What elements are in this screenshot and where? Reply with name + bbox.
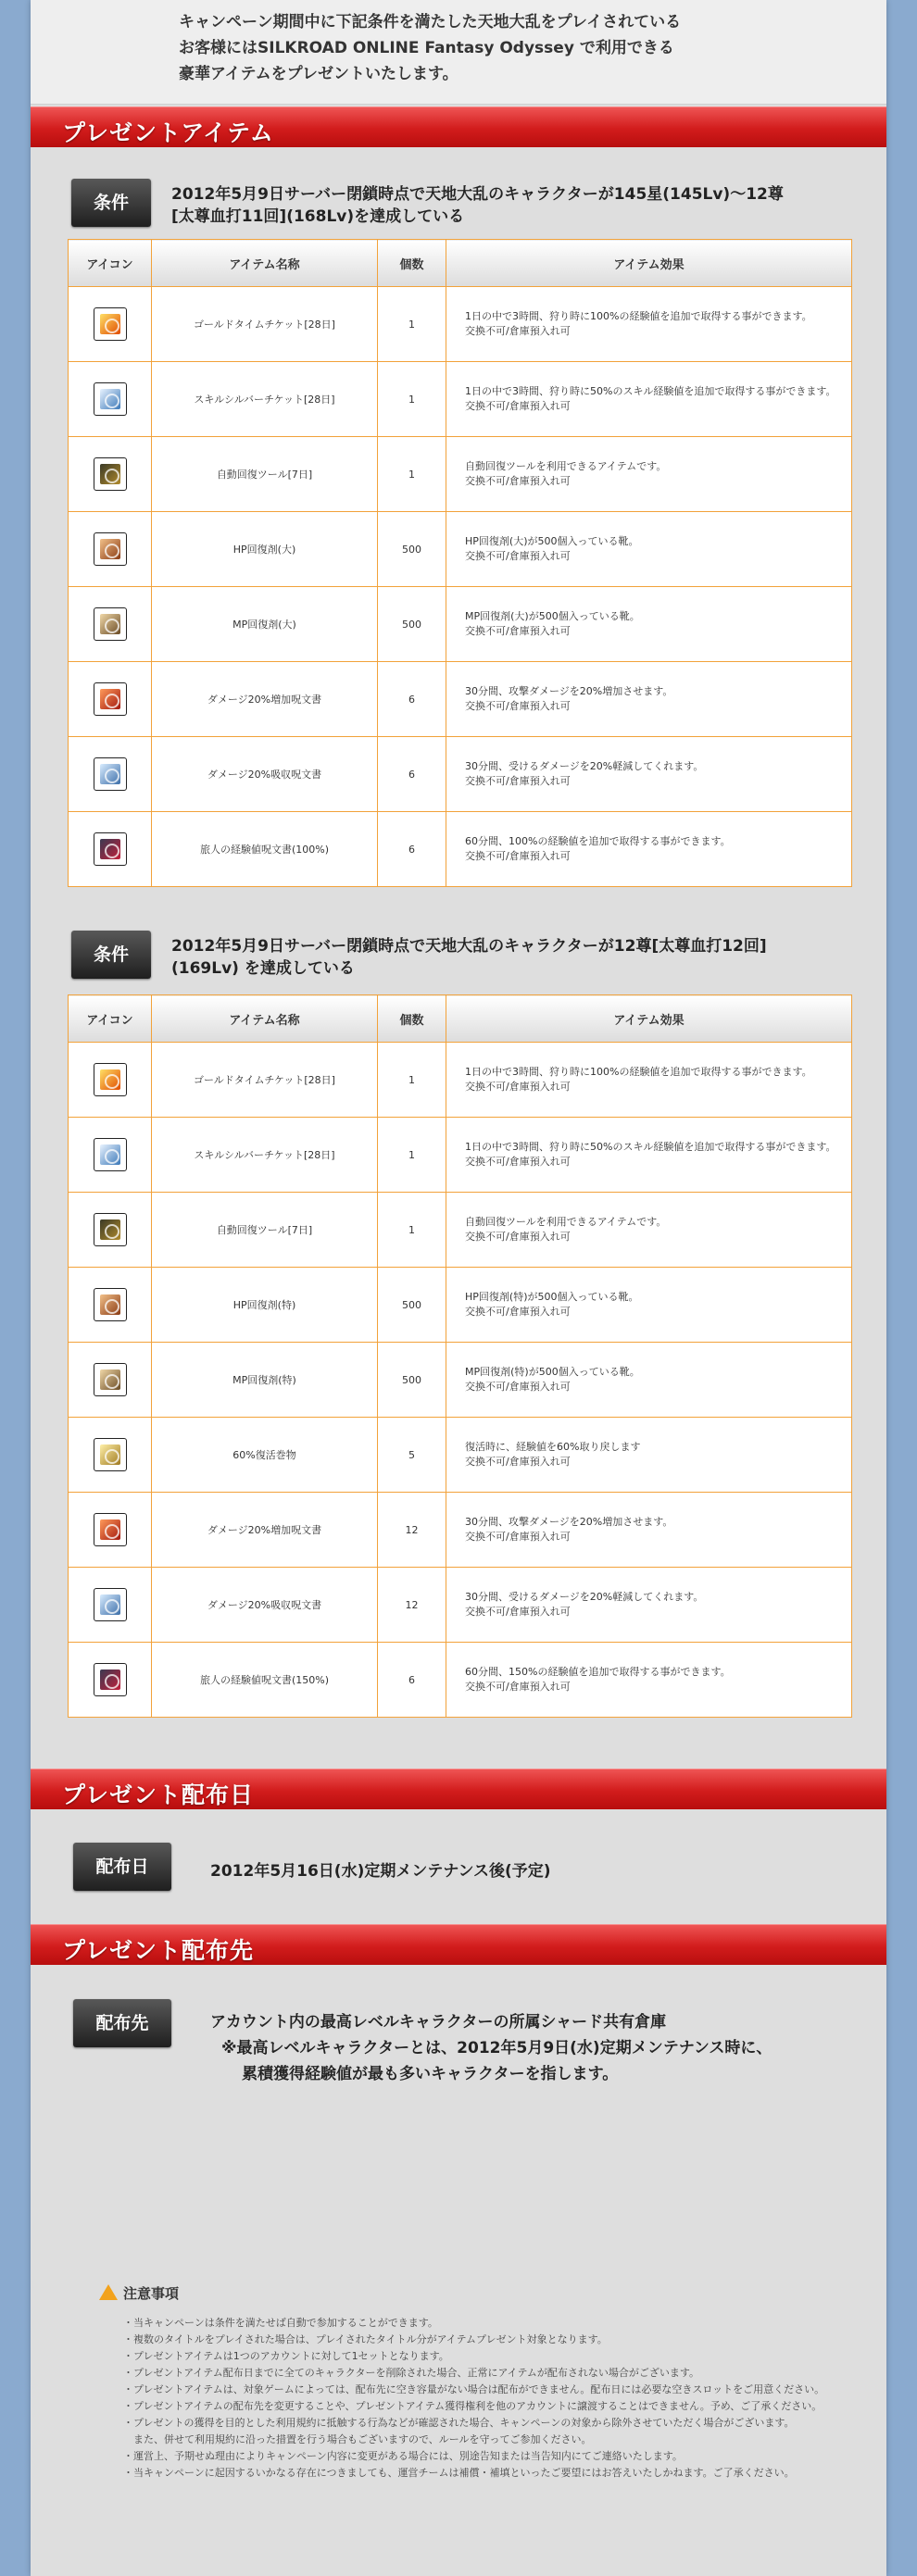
item-quantity: 500 bbox=[378, 1343, 446, 1418]
column-header-effect: アイテム効果 bbox=[446, 995, 852, 1043]
warning-icon bbox=[99, 2284, 118, 2300]
item-effect bbox=[446, 287, 852, 362]
item-effect-line: 交換不可/倉庫預入れ可 bbox=[465, 1081, 571, 1093]
section-title: プレゼント配布日 bbox=[62, 1782, 255, 1808]
item-name: 自動回復ツール[7日] bbox=[152, 437, 378, 512]
item-effect bbox=[446, 1418, 852, 1493]
column-header-quantity: 個数 bbox=[378, 240, 446, 287]
note-item: ・プレゼントアイテムの配布先を変更することや、プレゼントアイテム獲得権利を他のアカウントに譲渡することはできません。予め、ご了承ください。 bbox=[123, 2400, 823, 2412]
table-row bbox=[69, 362, 852, 437]
table-header-row bbox=[69, 240, 852, 287]
item-name: 60%復活巻物 bbox=[152, 1418, 378, 1493]
table-row bbox=[69, 1118, 852, 1193]
mp-potion-icon bbox=[94, 607, 127, 641]
item-icon-cell bbox=[69, 1493, 152, 1568]
item-effect bbox=[446, 512, 852, 587]
section-title: プレゼント配布先 bbox=[62, 1937, 255, 1964]
item-effect bbox=[446, 1268, 852, 1343]
item-effect-line: 自動回復ツールを利用できるアイテムです。 bbox=[465, 1216, 667, 1228]
item-effect bbox=[446, 437, 852, 512]
item-quantity: 500 bbox=[378, 1268, 446, 1343]
item-effect-line: 交換不可/倉庫預入れ可 bbox=[465, 700, 571, 712]
section-header-distribution-destination bbox=[31, 1924, 886, 1965]
item-name: 旅人の経験値呪文書(150%) bbox=[152, 1643, 378, 1718]
hp-potion-icon bbox=[94, 532, 127, 566]
item-effect-line: 交換不可/倉庫預入れ可 bbox=[465, 1681, 571, 1693]
item-effect-line: 30分間、受けるダメージを20%軽減してくれます。 bbox=[465, 1591, 704, 1603]
destination-note: ※最高レベルキャラクターとは、2012年5月9日(水)定期メンテナンス時に、 bbox=[221, 2039, 773, 2057]
item-icon-cell bbox=[69, 287, 152, 362]
note-item: ・複数のタイトルをプレイされた場合は、プレイされたタイトル分がアイテムプレゼント対象となります。 bbox=[123, 2333, 608, 2345]
item-effect-line: 交換不可/倉庫預入れ可 bbox=[465, 1156, 571, 1168]
item-effect-line: 交換不可/倉庫預入れ可 bbox=[465, 850, 571, 862]
item-quantity: 1 bbox=[378, 1043, 446, 1118]
note-item: ・運営上、予期せぬ理由によりキャンペーン内容に変更がある場合には、別途告知または当告知内にてご連絡いたします。 bbox=[123, 2450, 683, 2462]
item-quantity: 12 bbox=[378, 1493, 446, 1568]
item-icon-cell bbox=[69, 1343, 152, 1418]
intro-line: 豪華アイテムをプレゼントいたします。 bbox=[179, 65, 458, 83]
item-quantity: 6 bbox=[378, 662, 446, 737]
auto-recovery-tool-icon bbox=[94, 1213, 127, 1246]
item-icon-cell bbox=[69, 737, 152, 812]
column-header-icon: アイコン bbox=[69, 995, 152, 1043]
auto-recovery-tool-icon bbox=[94, 457, 127, 491]
table-row bbox=[69, 1343, 852, 1418]
note-item: ・プレゼントアイテム配布日までに全てのキャラクターを削除された場合、正常にアイテムが配布されない場合がございます。 bbox=[123, 2367, 700, 2379]
destination-note: 累積獲得経験値が最も多いキャラクターを指します。 bbox=[242, 2065, 619, 2083]
table-row bbox=[69, 1268, 852, 1343]
condition-badge: 条件 bbox=[71, 179, 151, 227]
condition-text bbox=[171, 183, 838, 228]
intro-text bbox=[179, 9, 681, 87]
notes-title: 注意事項 bbox=[99, 2283, 179, 2303]
item-effect-line: 復活時に、経験値を60%取り戻します bbox=[465, 1441, 641, 1453]
skill-silver-ticket-icon bbox=[94, 382, 127, 416]
item-name: MP回復剤(特) bbox=[152, 1343, 378, 1418]
item-effect-line: HP回復剤(大)が500個入っている靴。 bbox=[465, 535, 639, 547]
table-row bbox=[69, 587, 852, 662]
item-icon-cell bbox=[69, 1268, 152, 1343]
item-effect-line: 交換不可/倉庫預入れ可 bbox=[465, 1531, 571, 1543]
item-effect bbox=[446, 812, 852, 887]
item-effect bbox=[446, 1343, 852, 1418]
item-effect-line: 自動回復ツールを利用できるアイテムです。 bbox=[465, 460, 667, 472]
condition-line: 2012年5月9日サーバー閉鎖時点で天地大乱のキャラクターが12尊[太尊血打12回] bbox=[171, 937, 767, 956]
mp-potion-icon bbox=[94, 1363, 127, 1396]
damage-absorb-scroll-icon bbox=[94, 757, 127, 791]
damage-increase-scroll-icon bbox=[94, 1513, 127, 1546]
section-title: プレゼントアイテム bbox=[62, 119, 274, 146]
item-effect-line: HP回復剤(特)が500個入っている靴。 bbox=[465, 1291, 639, 1303]
item-effect bbox=[446, 1043, 852, 1118]
item-effect-line: 交換不可/倉庫預入れ可 bbox=[465, 475, 571, 487]
item-name: HP回復剤(大) bbox=[152, 512, 378, 587]
item-quantity: 500 bbox=[378, 512, 446, 587]
item-effect-line: 交換不可/倉庫預入れ可 bbox=[465, 1306, 571, 1318]
item-name: 旅人の経験値呪文書(100%) bbox=[152, 812, 378, 887]
item-icon-cell bbox=[69, 662, 152, 737]
item-icon-cell bbox=[69, 512, 152, 587]
item-name: HP回復剤(特) bbox=[152, 1268, 378, 1343]
item-name: ゴールドタイムチケット[28日] bbox=[152, 287, 378, 362]
notes-list bbox=[123, 2315, 864, 2482]
distribution-date-badge: 配布日 bbox=[73, 1843, 171, 1891]
exp-scroll-icon bbox=[94, 832, 127, 866]
item-effect-line: 1日の中で3時間、狩り時に100%の経験値を追加で取得する事ができます。 bbox=[465, 310, 812, 322]
note-item: ・プレゼントの獲得を目的とした利用規約に抵触する行為などが確認された場合、キャンペーンの対象から除外させていただく場合がございます。 bbox=[123, 2417, 795, 2429]
item-name: 自動回復ツール[7日] bbox=[152, 1193, 378, 1268]
column-header-quantity: 個数 bbox=[378, 995, 446, 1043]
destination-line: アカウント内の最高レベルキャラクターの所属シャード共有倉庫 bbox=[210, 2013, 667, 2032]
item-quantity: 1 bbox=[378, 362, 446, 437]
section-header-present-items bbox=[31, 106, 886, 147]
table-row bbox=[69, 1493, 852, 1568]
item-effect bbox=[446, 737, 852, 812]
item-quantity: 6 bbox=[378, 737, 446, 812]
item-effect-line: MP回復剤(特)が500個入っている靴。 bbox=[465, 1366, 640, 1378]
item-table bbox=[68, 994, 852, 1718]
item-icon-cell bbox=[69, 1643, 152, 1718]
column-header-name: アイテム名称 bbox=[152, 995, 378, 1043]
item-icon-cell bbox=[69, 1118, 152, 1193]
hp-potion-icon bbox=[94, 1288, 127, 1321]
item-quantity: 6 bbox=[378, 812, 446, 887]
item-effect-line: 交換不可/倉庫預入れ可 bbox=[465, 625, 571, 637]
revival-scroll-icon bbox=[94, 1438, 127, 1471]
item-icon-cell bbox=[69, 587, 152, 662]
item-effect-line: 交換不可/倉庫預入れ可 bbox=[465, 1456, 571, 1468]
condition-line: (169Lv) を達成している bbox=[171, 959, 355, 978]
table-row bbox=[69, 1418, 852, 1493]
distribution-date-text: 2012年5月16日(水)定期メンテナンス後(予定) bbox=[210, 1862, 551, 1881]
table-row bbox=[69, 812, 852, 887]
item-effect-line: 30分間、攻撃ダメージを20%増加させます。 bbox=[465, 685, 673, 697]
item-effect bbox=[446, 1643, 852, 1718]
column-header-effect: アイテム効果 bbox=[446, 240, 852, 287]
item-name: ダメージ20%吸収呪文書 bbox=[152, 1568, 378, 1643]
exp-scroll-icon bbox=[94, 1663, 127, 1696]
section-header-distribution-date bbox=[31, 1769, 886, 1809]
destination-badge: 配布先 bbox=[73, 1999, 171, 2047]
item-quantity: 12 bbox=[378, 1568, 446, 1643]
item-effect bbox=[446, 1193, 852, 1268]
item-name: スキルシルバーチケット[28日] bbox=[152, 362, 378, 437]
table-row bbox=[69, 287, 852, 362]
column-header-name: アイテム名称 bbox=[152, 240, 378, 287]
table-row bbox=[69, 1043, 852, 1118]
item-effect-line: 交換不可/倉庫預入れ可 bbox=[465, 550, 571, 562]
note-item: ・プレゼントアイテムは1つのアカウントに対して1セットとなります。 bbox=[123, 2350, 449, 2362]
item-quantity: 1 bbox=[378, 1118, 446, 1193]
item-effect bbox=[446, 362, 852, 437]
column-header-icon: アイコン bbox=[69, 240, 152, 287]
item-effect-line: 交換不可/倉庫預入れ可 bbox=[465, 1606, 571, 1618]
table-row bbox=[69, 737, 852, 812]
table-row bbox=[69, 437, 852, 512]
table-row bbox=[69, 1568, 852, 1643]
condition-badge: 条件 bbox=[71, 931, 151, 979]
note-item: ・当キャンペーンに起因するいかなる存在につきましても、運営チームは補償・補填といったご要望にはお答えいたしかねます。ご了承ください。 bbox=[123, 2467, 795, 2479]
item-effect-line: 交換不可/倉庫預入れ可 bbox=[465, 1381, 571, 1393]
item-table bbox=[68, 239, 852, 887]
note-item: ・当キャンペーンは条件を満たせば自動で参加することができます。 bbox=[123, 2317, 438, 2329]
item-name: ダメージ20%増加呪文書 bbox=[152, 662, 378, 737]
item-effect bbox=[446, 1493, 852, 1568]
item-icon-cell bbox=[69, 812, 152, 887]
item-effect bbox=[446, 662, 852, 737]
item-effect bbox=[446, 1568, 852, 1643]
item-effect-line: 30分間、攻撃ダメージを20%増加させます。 bbox=[465, 1516, 673, 1528]
intro-line: お客様にはSILKROAD ONLINE Fantasy Odyssey で利用できる bbox=[179, 39, 674, 57]
item-effect bbox=[446, 587, 852, 662]
item-name: ゴールドタイムチケット[28日] bbox=[152, 1043, 378, 1118]
gold-time-ticket-icon bbox=[94, 307, 127, 341]
destination-text bbox=[210, 2009, 772, 2087]
condition-text bbox=[171, 935, 838, 980]
item-quantity: 1 bbox=[378, 1193, 446, 1268]
item-effect-line: 交換不可/倉庫預入れ可 bbox=[465, 400, 571, 412]
item-quantity: 6 bbox=[378, 1643, 446, 1718]
item-effect-line: 1日の中で3時間、狩り時に50%のスキル経験値を追加で取得する事ができます。 bbox=[465, 1141, 836, 1153]
note-item: また、併せて利用規約に沿った措置を行う場合もございますので、ルールを守ってご参加ください。 bbox=[123, 2433, 592, 2445]
item-icon-cell bbox=[69, 1568, 152, 1643]
intro-panel bbox=[31, 0, 886, 105]
item-effect bbox=[446, 1118, 852, 1193]
condition-line: 2012年5月9日サーバー閉鎖時点で天地大乱のキャラクターが145星(145Lv)～12尊 bbox=[171, 185, 784, 204]
item-effect-line: 交換不可/倉庫預入れ可 bbox=[465, 775, 571, 787]
item-icon-cell bbox=[69, 362, 152, 437]
item-quantity: 5 bbox=[378, 1418, 446, 1493]
item-quantity: 1 bbox=[378, 437, 446, 512]
item-icon-cell bbox=[69, 1193, 152, 1268]
item-effect-line: 1日の中で3時間、狩り時に100%の経験値を追加で取得する事ができます。 bbox=[465, 1066, 812, 1078]
item-effect-line: 交換不可/倉庫預入れ可 bbox=[465, 1231, 571, 1243]
condition-line: [太尊血打11回](168Lv)を達成している bbox=[171, 207, 465, 226]
table-row bbox=[69, 512, 852, 587]
campaign-page bbox=[31, 0, 886, 2576]
item-icon-cell bbox=[69, 1418, 152, 1493]
item-effect-line: 30分間、受けるダメージを20%軽減してくれます。 bbox=[465, 760, 704, 772]
table-row bbox=[69, 1193, 852, 1268]
note-item: ・プレゼントアイテムは、対象ゲームによっては、配布先に空き容量がない場合は配布ができません。配布日には必要な空きスロットをご用意ください。 bbox=[123, 2383, 825, 2395]
item-quantity: 1 bbox=[378, 287, 446, 362]
item-quantity: 500 bbox=[378, 587, 446, 662]
item-icon-cell bbox=[69, 437, 152, 512]
item-effect-line: MP回復剤(大)が500個入っている靴。 bbox=[465, 610, 640, 622]
damage-increase-scroll-icon bbox=[94, 682, 127, 716]
item-effect-line: 60分間、100%の経験値を追加で取得する事ができます。 bbox=[465, 835, 731, 847]
table-row bbox=[69, 662, 852, 737]
item-name: MP回復剤(大) bbox=[152, 587, 378, 662]
item-icon-cell bbox=[69, 1043, 152, 1118]
item-name: スキルシルバーチケット[28日] bbox=[152, 1118, 378, 1193]
item-name: ダメージ20%吸収呪文書 bbox=[152, 737, 378, 812]
intro-line: キャンペーン期間中に下記条件を満たした天地大乱をプレイされている bbox=[179, 13, 682, 31]
item-effect-line: 1日の中で3時間、狩り時に50%のスキル経験値を追加で取得する事ができます。 bbox=[465, 385, 836, 397]
gold-time-ticket-icon bbox=[94, 1063, 127, 1096]
item-effect-line: 60分間、150%の経験値を追加で取得する事ができます。 bbox=[465, 1666, 731, 1678]
table-header-row bbox=[69, 995, 852, 1043]
table-row bbox=[69, 1643, 852, 1718]
damage-absorb-scroll-icon bbox=[94, 1588, 127, 1621]
skill-silver-ticket-icon bbox=[94, 1138, 127, 1171]
item-effect-line: 交換不可/倉庫預入れ可 bbox=[465, 325, 571, 337]
item-name: ダメージ20%増加呪文書 bbox=[152, 1493, 378, 1568]
